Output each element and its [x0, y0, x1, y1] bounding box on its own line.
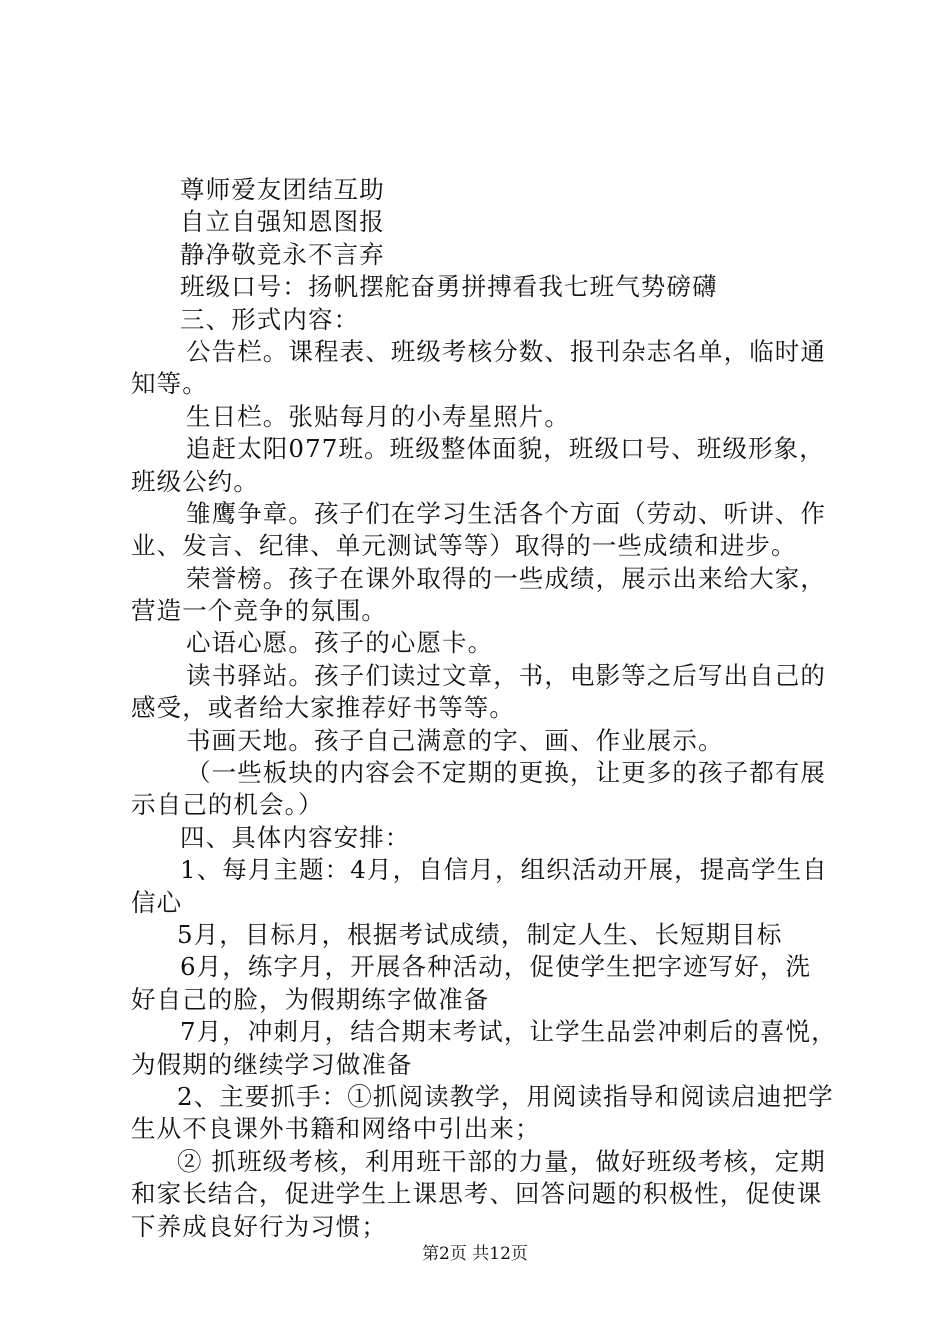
text-line: 书画天地。孩子自己满意的字、画、作业展示。: [186, 725, 724, 755]
document-body: [131, 174, 835, 1243]
text-line: 下养成良好行为习惯；: [131, 1211, 387, 1241]
text-line: 感受，或者给大家推荐好书等等。: [131, 693, 515, 723]
text-line: 信心: [131, 887, 183, 917]
text-line: 荣誉榜。孩子在课外取得的一些成绩，展示出来给大家，: [186, 563, 826, 593]
text-line: 公告栏。课程表、班级考核分数、报刊杂志名单，临时通: [186, 336, 826, 366]
text-line: 示自己的机会。）: [131, 790, 324, 820]
section-heading: 四、具体内容安排：: [180, 822, 411, 852]
text-line: 尊师爱友团结互助: [180, 175, 385, 204]
text-line: 班级口号：扬帆摆舵奋勇拼搏看我七班气势磅礴: [180, 272, 718, 302]
text-line: 2、主要抓手：①抓阅读教学，用阅读指导和阅读启迪把学: [177, 1081, 834, 1111]
text-line: 读书驿站。孩子们读过文章，书，电影等之后写出自己的: [186, 660, 826, 690]
text-line: 追赶太阳077班。班级整体面貌，班级口号、班级形象，: [186, 434, 825, 464]
page-number-footer: 第2页 共12页: [422, 1244, 528, 1264]
text-line: 生从不良课外书籍和网络中引出来；: [131, 1114, 541, 1144]
text-line: 营造一个竞争的氛围。: [131, 596, 387, 626]
text-line: 和家长结合，促进学生上课思考、回答问题的积极性，促使课: [131, 1179, 823, 1209]
text-line: 6月，练字月，开展各种活动，促使学生把字迹写好，洗: [180, 952, 812, 982]
text-line: 7月，冲刺月，结合期末考试，让学生品尝冲刺后的喜悦，: [180, 1017, 837, 1047]
text-line: 雏鹰争章。孩子们在学习生活各个方面（劳动、听讲、作: [186, 498, 826, 528]
text-line: （一些板块的内容会不定期的更换，让更多的孩子都有展: [186, 758, 826, 788]
text-line: 为假期的继续学习做准备: [131, 1049, 413, 1079]
text-line: 静净敬竞永不言弃: [180, 239, 385, 269]
text-line: 生日栏。张贴每月的小寿星照片。: [186, 401, 570, 431]
text-line: 心语心愿。孩子的心愿卡。: [186, 628, 494, 658]
text-line: 5月，目标月，根据考试成绩，制定人生、长短期目标: [177, 919, 783, 949]
section-heading: 三、形式内容：: [180, 304, 360, 334]
text-line: 班级公约。: [131, 466, 259, 496]
text-line: 1、每月主题：4月，自信月，组织活动开展，提高学生自: [180, 855, 828, 885]
text-line: 业、发言、纪律、单元测试等等）取得的一些成绩和进步。: [131, 531, 797, 561]
text-line: ② 抓班级考核，利用班干部的力量，做好班级考核，定期: [177, 1146, 826, 1176]
text-line: 知等。: [131, 369, 208, 399]
text-line: 好自己的脸，为假期练字做准备: [131, 984, 490, 1014]
text-line: 自立自强知恩图报: [180, 207, 385, 237]
